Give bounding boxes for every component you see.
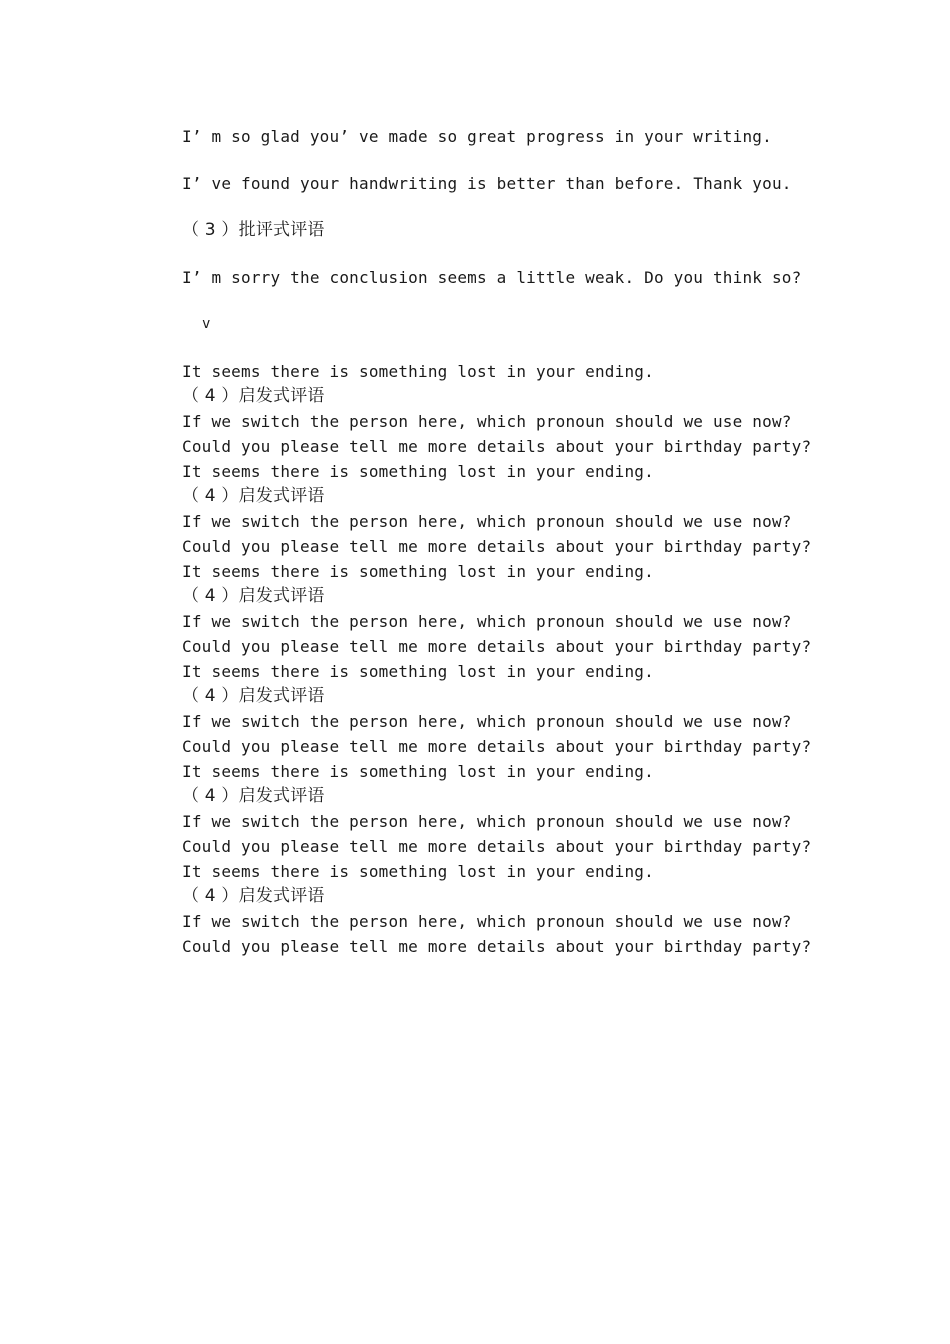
section-4-heading: （ 4 ）启发式评语 <box>182 686 325 706</box>
section-4-heading: （ 4 ）启发式评语 <box>182 586 325 606</box>
ending-line: It seems there is something lost in your ending. <box>182 362 654 381</box>
stray-character: v <box>202 316 211 332</box>
question-line: Could you please tell me more details about your birthday party? <box>182 737 812 756</box>
question-line: If we switch the person here, which pronoun should we use now? <box>182 412 792 431</box>
section-4-heading: （ 4 ）启发式评语 <box>182 386 325 406</box>
section-4-heading: （ 4 ）启发式评语 <box>182 886 325 906</box>
section-4-heading: （ 4 ）启发式评语 <box>182 786 325 806</box>
criticism-line-1: I’ m sorry the conclusion seems a little weak. Do you think so? <box>182 268 802 287</box>
document-body <box>182 124 822 959</box>
question-line: If we switch the person here, which pronoun should we use now? <box>182 612 792 631</box>
praise-line-1: I’ m so glad you’ ve made so great progress in your writing. <box>182 127 772 146</box>
question-line: If we switch the person here, which pronoun should we use now? <box>182 912 792 931</box>
ending-line: It seems there is something lost in your ending. <box>182 562 654 581</box>
question-line: Could you please tell me more details about your birthday party? <box>182 537 812 556</box>
ending-line: It seems there is something lost in your ending. <box>182 862 654 881</box>
question-line: Could you please tell me more details about your birthday party? <box>182 837 812 856</box>
question-line: Could you please tell me more details about your birthday party? <box>182 937 812 956</box>
praise-line-2: I’ ve found your handwriting is better than before. Thank you. <box>182 174 792 193</box>
ending-line: It seems there is something lost in your ending. <box>182 662 654 681</box>
question-line: Could you please tell me more details about your birthday party? <box>182 437 812 456</box>
question-line: Could you please tell me more details about your birthday party? <box>182 637 812 656</box>
ending-line: It seems there is something lost in your ending. <box>182 462 654 481</box>
section-3-heading: （ 3 ）批评式评语 <box>182 220 325 240</box>
ending-line: It seems there is something lost in your ending. <box>182 762 654 781</box>
section-4-heading: （ 4 ）启发式评语 <box>182 486 325 506</box>
question-line: If we switch the person here, which pronoun should we use now? <box>182 512 792 531</box>
question-line: If we switch the person here, which pronoun should we use now? <box>182 712 792 731</box>
question-line: If we switch the person here, which pronoun should we use now? <box>182 812 792 831</box>
